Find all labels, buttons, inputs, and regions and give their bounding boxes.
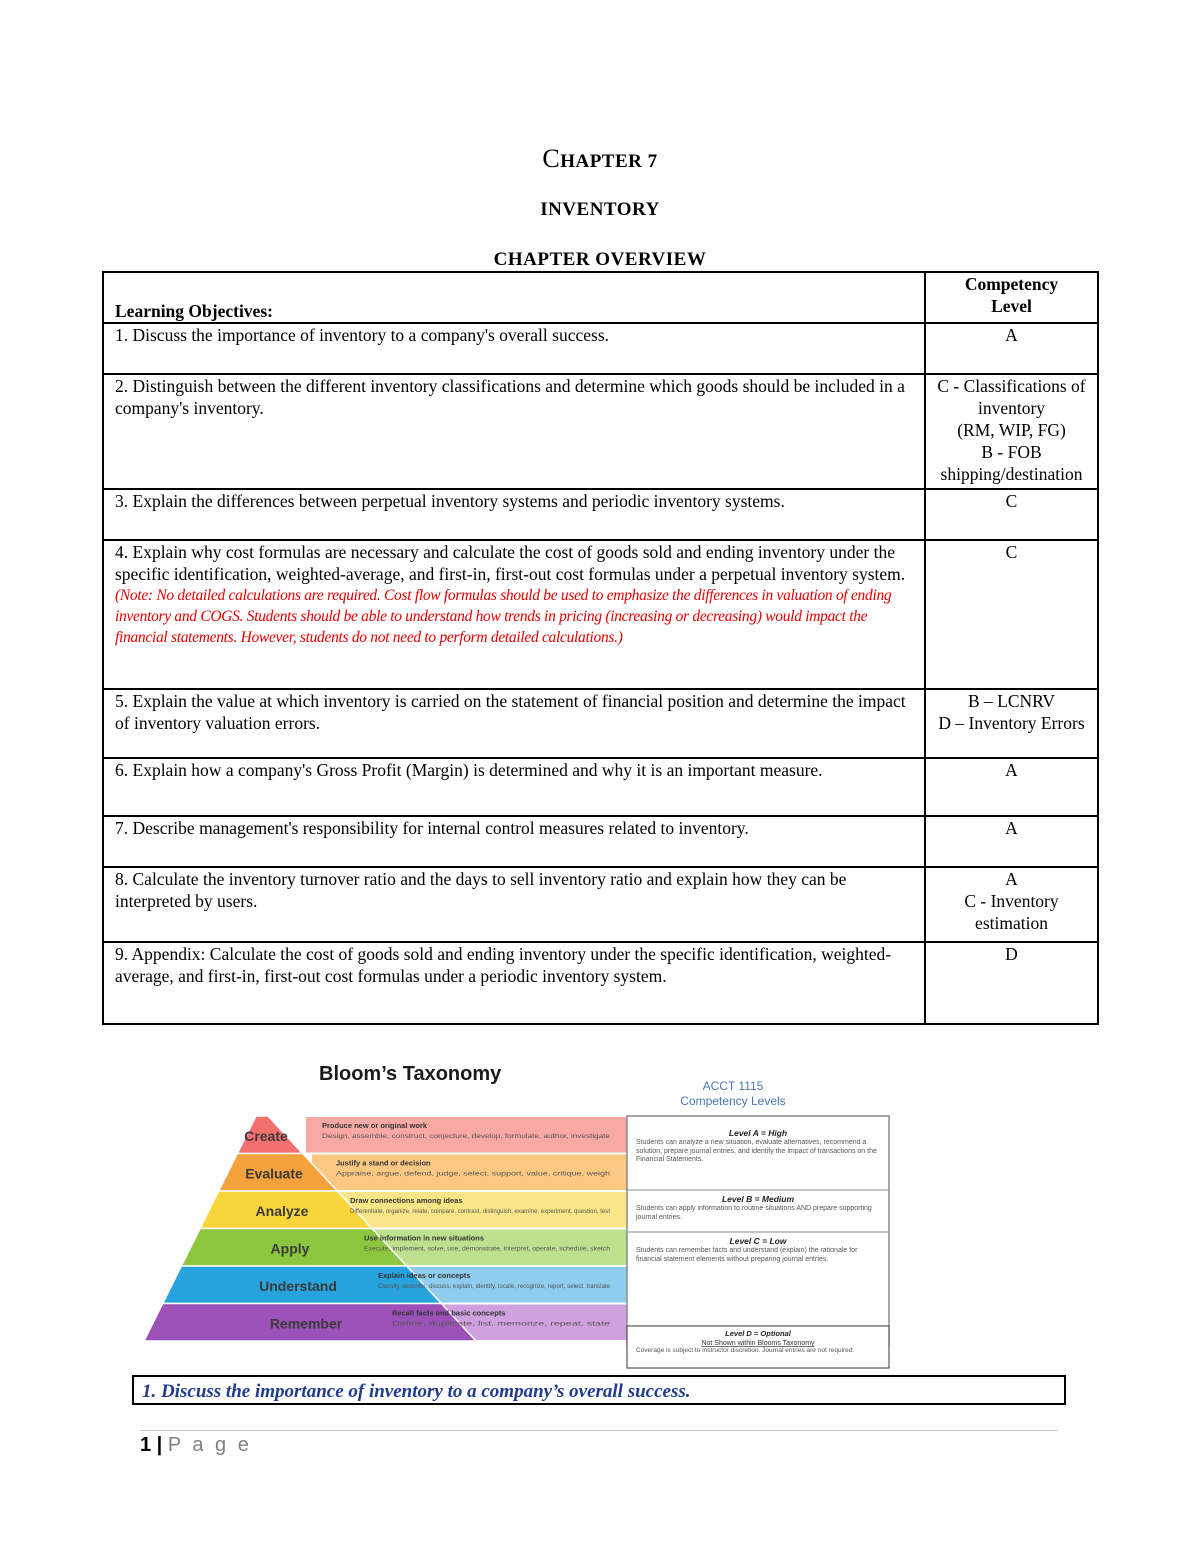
bloom-tier-description: Classify, describe, discuss, explain, identify, locate, recognize, report, select, translate	[378, 1283, 611, 1290]
objective-text: 2. Distinguish between the different inventory classifications and determine which goods should be included in a company's inventory.	[115, 376, 905, 418]
objective-note: (Note: No detailed calculations are required. Cost flow formulas should be used to emphasize the differences in valuation of ending inventory and COGS. Students should be able to understand how trends in pricing (increasing or decreasing) would impact the financial statements. However, students do not need to perform detailed calculations.)	[115, 587, 892, 646]
bloom-course-sub: Competency Levels	[680, 1094, 786, 1108]
bloom-tier-description: Execute, implement, solve, use, demonstrate, interpret, operate, schedule, sketch	[364, 1245, 611, 1253]
bloom-tier-name: Evaluate	[245, 1165, 303, 1182]
competency-cell	[925, 323, 1098, 374]
bloom-tier-name: Remember	[269, 1315, 343, 1332]
table-row	[103, 816, 1098, 867]
table-row	[103, 374, 1098, 489]
objective-text: 9. Appendix: Calculate the cost of goods sold and ending inventory under the specific identification, weighted-average, and first-in, first-out cost formulas under a periodic inventory system.	[115, 944, 892, 986]
objective-cell	[103, 689, 925, 758]
competency-level-line: B - FOB shipping/destination	[940, 442, 1083, 484]
bloom-tier-heading: Justify a stand or decision	[336, 1158, 431, 1168]
objective-cell	[103, 489, 925, 540]
level-description: Students can apply information to routine situations AND prepare supporting journal entries.	[636, 1205, 872, 1221]
competency-level-line: B – LCNRV	[967, 691, 1056, 711]
level-d-title: Level D = Optional	[725, 1329, 791, 1338]
competency-level-line: C - Inventory estimation	[964, 891, 1059, 933]
competency-header-line-2: Level	[991, 296, 1032, 316]
objective-text: 3. Explain the differences between perpetual inventory systems and periodic inventory systems.	[115, 491, 785, 511]
table-row	[103, 323, 1098, 374]
competency-cell	[925, 867, 1098, 942]
learning-objectives-table	[102, 271, 1099, 1025]
bloom-tier-heading: Recall facts and basic concepts	[392, 1308, 506, 1318]
bloom-tier-description: Appraise, argue, defend, judge, select, support, value, critique, weigh	[336, 1170, 611, 1178]
competency-cell	[925, 816, 1098, 867]
section-goal-box: 1. Discuss the importance of inventory to a company’s overall success.	[132, 1375, 1066, 1405]
competency-cell	[925, 758, 1098, 816]
level-d-text: Coverage is subject to instructor discretion. Journal entries are not required.	[636, 1347, 855, 1354]
competency-level-line: A	[1005, 869, 1018, 889]
level-description: Students can analyze a new situation, evaluate alternatives, recommend a solution, prepare journal entries, and identify the impact of transactions on the Financial Statements.	[636, 1139, 877, 1163]
level-d-subtitle: Not Shown within Blooms Taxonomy	[701, 1340, 815, 1347]
objective-cell	[103, 540, 925, 689]
blooms-taxonomy-figure	[136, 1052, 896, 1372]
objective-cell	[103, 323, 925, 374]
bloom-tier-heading: Use information in new situations	[364, 1233, 485, 1243]
chapter-topic: INVENTORY	[540, 199, 660, 220]
competency-level-line: A	[1005, 325, 1018, 345]
table-row	[103, 758, 1098, 816]
competency-level-line: (RM, WIP, FG)	[957, 420, 1066, 440]
objective-text: 1. Discuss the importance of inventory to a company's overall success.	[115, 325, 609, 345]
objective-text: 8. Calculate the inventory turnover ratio and the days to sell inventory ratio and explain how they can be interpreted by users.	[115, 869, 847, 911]
competency-header-line-1: Competency	[964, 274, 1059, 294]
competency-level-line: A	[1005, 818, 1018, 838]
level-description-wrap	[636, 1139, 884, 1179]
objective-cell	[103, 816, 925, 867]
chapter-title-rest: HAPTER 7	[560, 151, 658, 172]
objective-cell	[103, 867, 925, 942]
page-number: 1	[140, 1434, 152, 1456]
bloom-tier-description: Differentiate, organize, relate, compare, contrast, distinguish, examine, experiment, question, test	[350, 1208, 611, 1215]
page-label: P a g e	[167, 1434, 252, 1456]
objective-text: 6. Explain how a company's Gross Profit (Margin) is determined and why it is an important measure.	[115, 760, 823, 780]
competency-level-line: C	[1005, 491, 1018, 511]
table-row	[103, 689, 1098, 758]
competency-column-header	[925, 272, 1098, 323]
competency-cell	[925, 489, 1098, 540]
level-description-wrap	[636, 1247, 884, 1287]
competency-level-line: D – Inventory Errors	[938, 713, 1085, 733]
bloom-tier-name: Apply	[270, 1240, 310, 1257]
objective-cell	[103, 758, 925, 816]
chapter-title	[0, 144, 1200, 174]
bloom-tier-name: Understand	[259, 1277, 337, 1294]
level-title: Level C = Low	[729, 1236, 787, 1246]
footer-rule	[140, 1430, 1058, 1431]
level-title: Level B = Medium	[721, 1194, 795, 1204]
bloom-title: Bloom’s Taxonomy	[319, 1063, 502, 1085]
bloom-course: ACCT 1115	[702, 1079, 764, 1093]
page-separator: |	[151, 1434, 168, 1456]
objectives-column-header: Learning Objectives:	[103, 272, 925, 323]
table-row	[103, 489, 1098, 540]
level-title: Level A = High	[728, 1128, 788, 1138]
competency-level-line: D	[1005, 944, 1018, 964]
competency-level-line: C	[1005, 542, 1018, 562]
table-row	[103, 540, 1098, 689]
competency-level-line: A	[1005, 760, 1018, 780]
objective-cell	[103, 374, 925, 489]
bloom-tier-name: Create	[244, 1127, 288, 1144]
bloom-tier-heading: Draw connections among ideas	[350, 1196, 463, 1205]
table-row	[103, 942, 1098, 1024]
bloom-tier-description: Define, duplicate, list, memorize, repeat, state	[392, 1320, 611, 1328]
page-footer	[140, 1434, 252, 1457]
bloom-tier-description: Design, assemble, construct, conjecture, develop, formulate, author, investigate	[322, 1133, 611, 1140]
objective-text: 7. Describe management's responsibility for internal control measures related to inventory.	[115, 818, 749, 838]
chapter-initial: C	[542, 144, 561, 173]
competency-cell	[925, 374, 1098, 489]
objective-cell	[103, 942, 925, 1024]
level-description: Students can remember facts and understand (explain) the rationale for financial statement elements without preparing journal entries.	[636, 1247, 858, 1263]
competency-cell	[925, 942, 1098, 1024]
level-d-wrap	[636, 1347, 884, 1367]
competency-cell	[925, 540, 1098, 689]
table-header-row	[103, 272, 1098, 323]
objective-text: 4. Explain why cost formulas are necessary and calculate the cost of goods sold and ending inventory under the specific identification, weighted-average, and first-in, first-out cost formulas under a perpetual inventory system.	[115, 542, 906, 584]
competency-level-line: C - Classifications of inventory	[937, 376, 1086, 418]
bloom-tier-heading: Explain ideas or concepts	[378, 1271, 471, 1280]
competency-cell	[925, 689, 1098, 758]
table-row	[103, 867, 1098, 942]
bloom-tier-name: Analyze	[255, 1202, 309, 1219]
bloom-tier-heading: Produce new or original work	[322, 1121, 428, 1130]
chapter-overview-heading: CHAPTER OVERVIEW	[493, 249, 707, 270]
objective-text: 5. Explain the value at which inventory is carried on the statement of financial position and determine the impact of inventory valuation errors.	[115, 691, 906, 733]
